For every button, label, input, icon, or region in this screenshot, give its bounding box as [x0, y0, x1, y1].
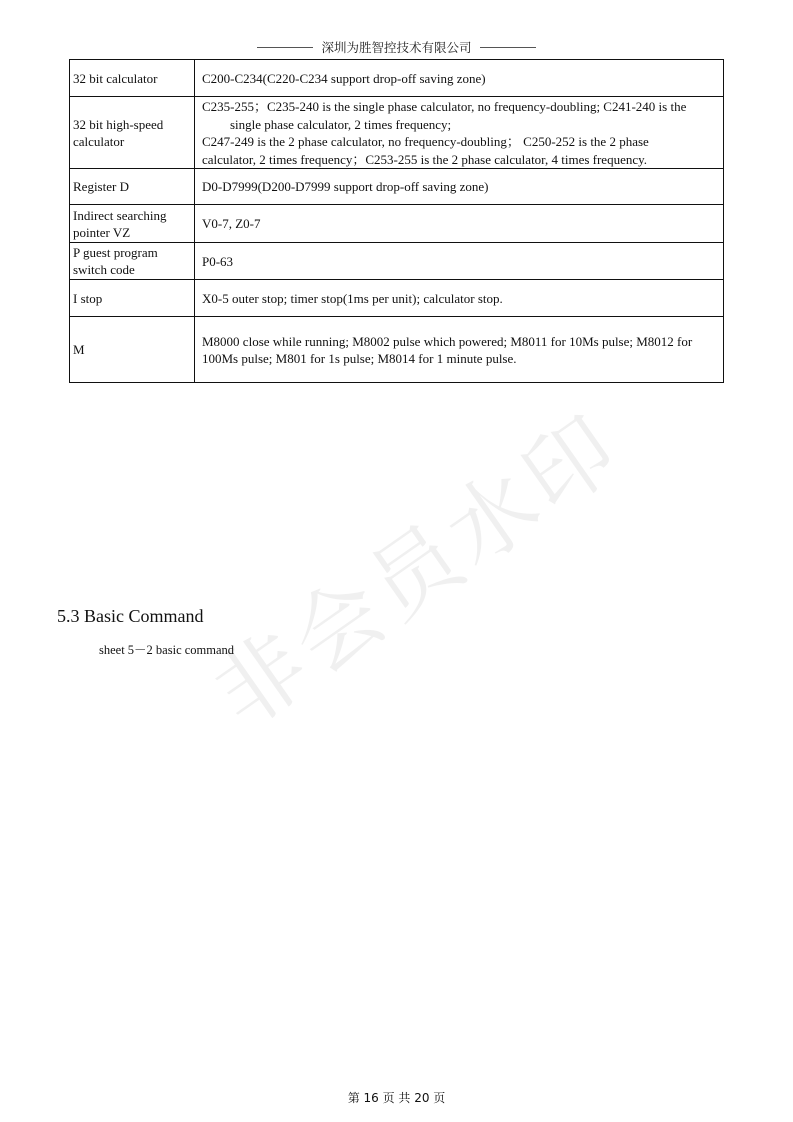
- row-value: M8000 close while running; M8002 pulse which powered; M8011 for 10Ms pulse; M8012 for 100Ms pulse; M801 for 1s pulse; M8014 for 1 minute pulse.: [195, 317, 724, 383]
- spec-table: [69, 59, 724, 383]
- row-value: D0-D7999(D200-D7999 support drop-off saving zone): [195, 169, 724, 205]
- table-row: [70, 243, 724, 280]
- page-header: [0, 38, 793, 56]
- sheet-caption: sheet 5－2 basic command: [99, 643, 235, 657]
- header-rule-left: [257, 47, 313, 48]
- table-row: [70, 317, 724, 383]
- table-row: [70, 60, 724, 97]
- value-line: calculator, 2 times frequency；C253-255 is the 2 phase calculator, 4 times frequency.: [202, 151, 648, 167]
- header-rule-right: [480, 47, 536, 48]
- company-name: 深圳为胜智控技术有限公司: [321, 40, 472, 55]
- value-line: single phase calculator, 2 times frequency;: [230, 116, 452, 132]
- row-value: [195, 97, 724, 169]
- table-row: [70, 97, 724, 169]
- row-name: 32 bit high-speed calculator: [70, 97, 195, 169]
- value-line: C235-255；C235-240 is the single phase calculator, no frequency-doubling; C241-240 is the: [202, 99, 687, 114]
- row-name: Register D: [70, 169, 195, 205]
- table-row: [70, 205, 724, 243]
- table-row: [70, 169, 724, 205]
- table-row: [70, 280, 724, 317]
- section-title: 5.3 Basic Command: [57, 606, 204, 626]
- row-value: C200-C234(C220-C234 support drop-off saving zone): [195, 60, 724, 97]
- watermark: 非会员水印: [195, 393, 640, 748]
- row-name: I stop: [70, 280, 195, 317]
- row-name: 32 bit calculator: [70, 60, 195, 97]
- row-name: M: [70, 317, 195, 383]
- value-line: C247-249 is the 2 phase calculator, no frequency-doubling； C250-252 is the 2 phase: [202, 134, 649, 149]
- row-value: X0-5 outer stop; timer stop(1ms per unit); calculator stop.: [195, 280, 724, 317]
- page-footer: 第 16 页 共 20 页: [347, 1091, 446, 1105]
- row-value: P0-63: [195, 243, 724, 280]
- row-value: V0-7, Z0-7: [195, 205, 724, 243]
- row-name: P guest program switch code: [70, 243, 195, 280]
- row-name: Indirect searching pointer VZ: [70, 205, 195, 243]
